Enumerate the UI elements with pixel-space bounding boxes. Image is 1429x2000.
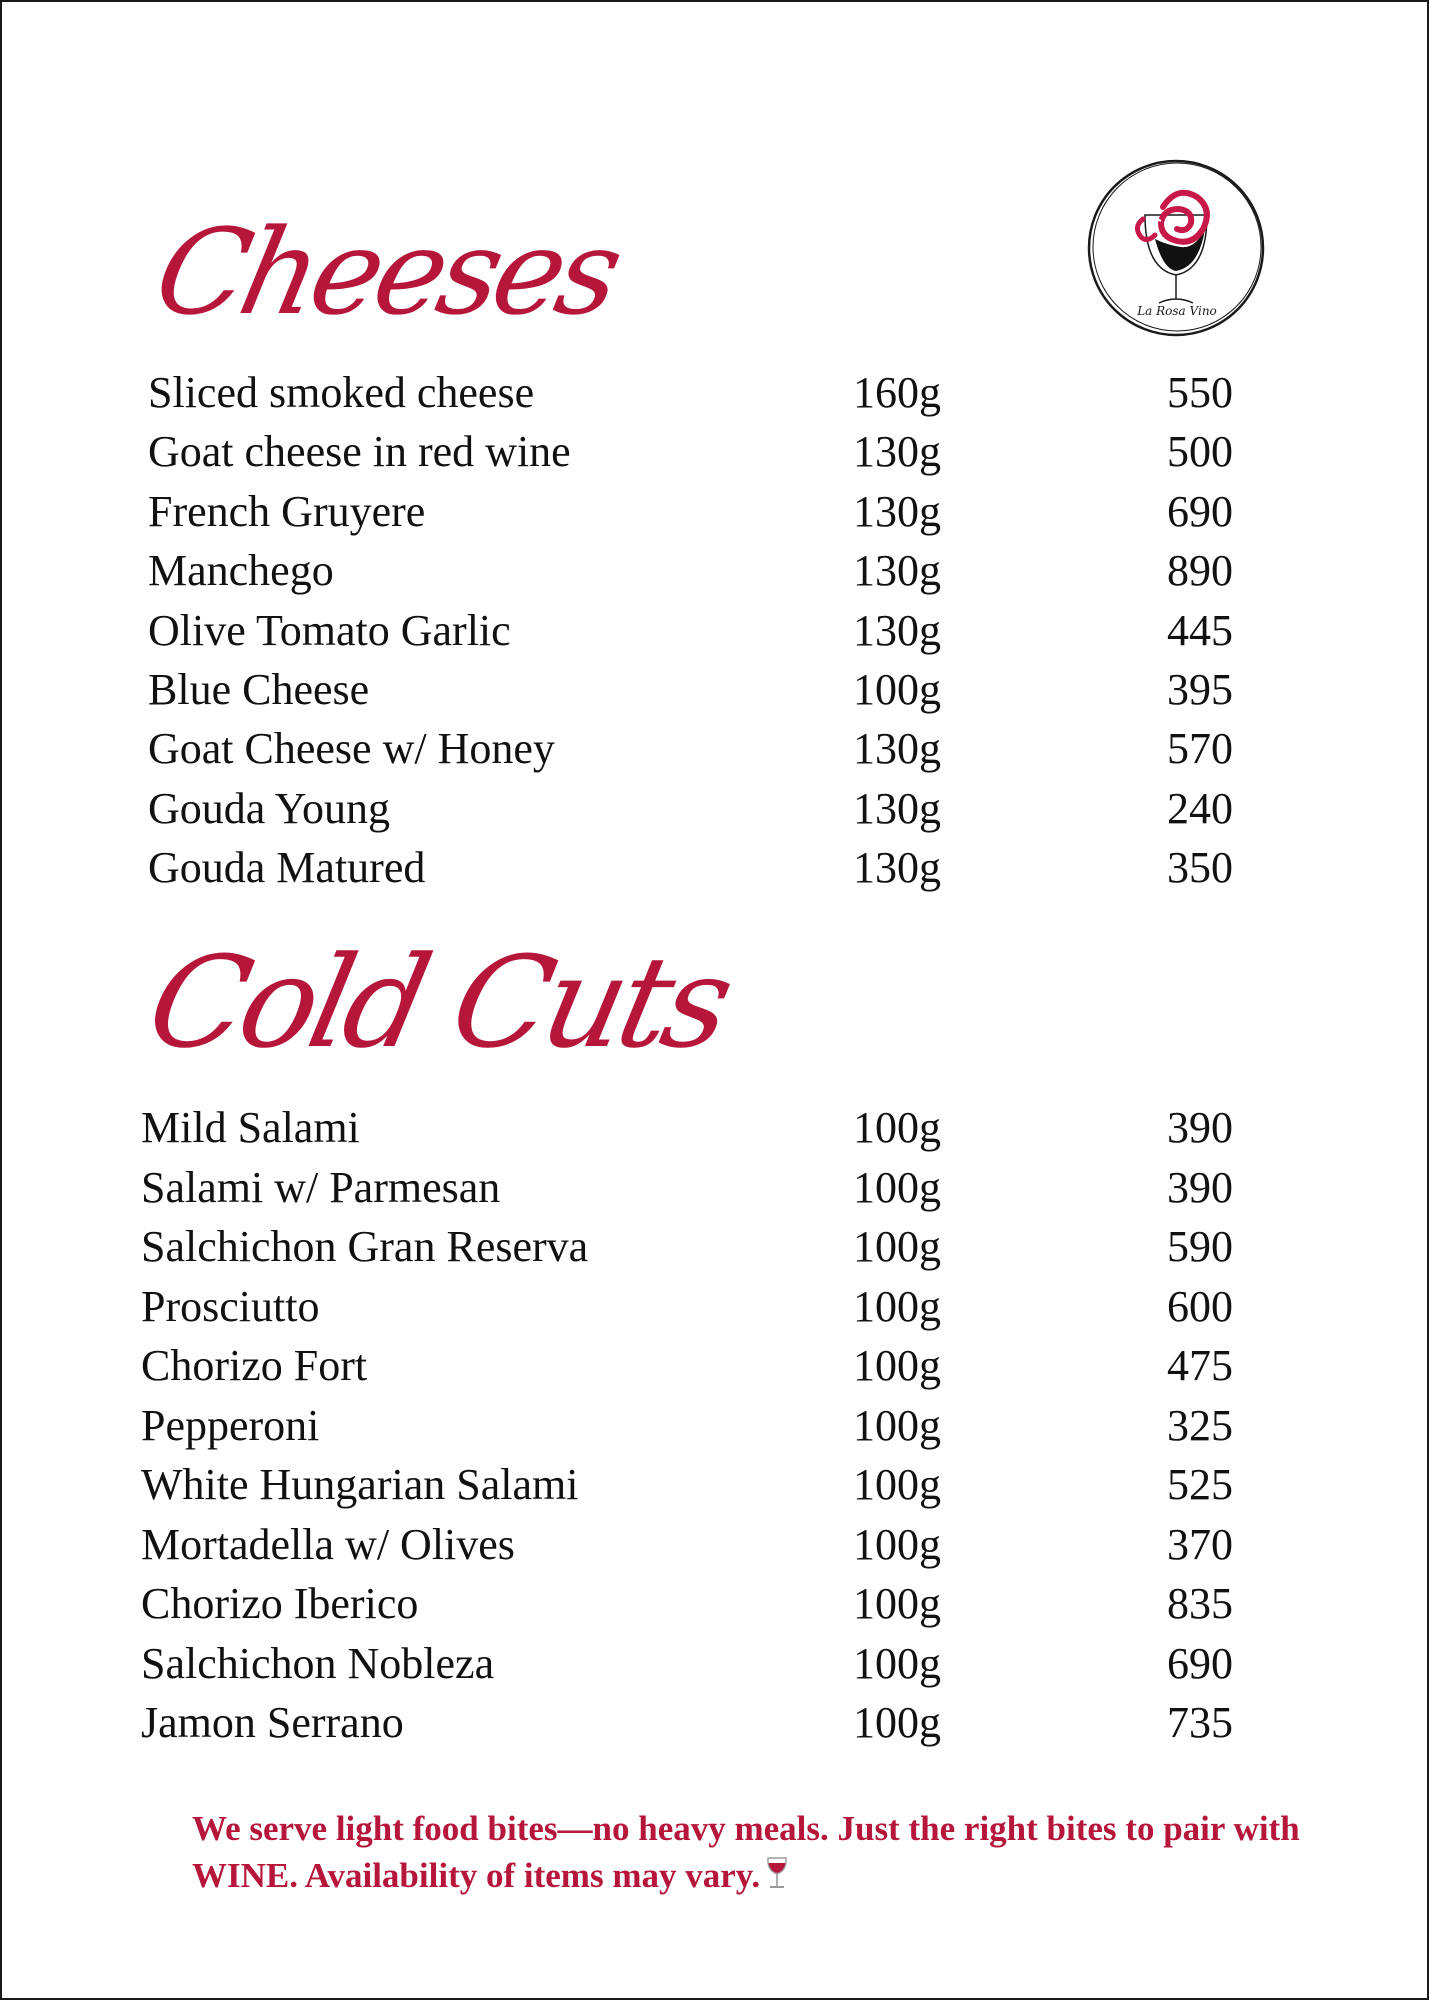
item-name: Salchichon Nobleza (141, 1638, 495, 1688)
item-weight: 130g (853, 843, 941, 893)
item-price: 240 (1167, 783, 1233, 833)
list-item (2, 1396, 1429, 1456)
list-item (2, 541, 1429, 600)
item-price: 890 (1167, 546, 1233, 596)
item-price: 390 (1167, 1103, 1233, 1152)
item-price: 325 (1167, 1400, 1233, 1450)
item-weight: 100g (853, 1579, 941, 1628)
list-item (2, 779, 1429, 838)
list-item (2, 1455, 1429, 1515)
item-name: Mortadella w/ Olives (141, 1519, 515, 1569)
item-name: White Hungarian Salami (141, 1460, 579, 1509)
item-price: 500 (1167, 427, 1233, 477)
item-name: Olive Tomato Garlic (148, 605, 511, 655)
list-item (2, 422, 1429, 481)
item-price: 525 (1167, 1460, 1233, 1509)
list-item (2, 1277, 1429, 1337)
item-price: 395 (1167, 664, 1233, 714)
item-name: Gouda Matured (148, 843, 426, 893)
item-weight: 160g (853, 368, 941, 417)
item-name: Blue Cheese (148, 664, 370, 714)
la-rosa-vino-logo (1085, 157, 1267, 339)
item-price: 390 (1167, 1162, 1233, 1212)
footer-note (192, 1805, 1342, 1899)
list-item (2, 1098, 1429, 1158)
item-price: 570 (1167, 724, 1233, 774)
item-name: Goat cheese in red wine (148, 427, 571, 477)
item-name: French Gruyere (148, 486, 426, 536)
item-weight: 100g (853, 1222, 941, 1271)
footer-note-text: We serve light food bites—no heavy meals. Just the right bites to pair with WINE. Availability of items may vary. (192, 1809, 1300, 1895)
item-price: 690 (1167, 486, 1233, 536)
item-price: 735 (1167, 1698, 1233, 1747)
item-weight: 100g (853, 1698, 941, 1747)
cold-cuts-heading: Cold Cuts (136, 929, 740, 1076)
cheeses-list (2, 363, 1429, 898)
item-price: 590 (1167, 1222, 1233, 1271)
item-weight: 100g (853, 1162, 941, 1212)
logo-text: La Rosa Vino (1137, 304, 1217, 318)
list-item (2, 719, 1429, 778)
item-price: 550 (1167, 368, 1233, 417)
item-name: Chorizo Fort (141, 1341, 368, 1390)
item-price: 600 (1167, 1281, 1233, 1331)
list-item (2, 1693, 1429, 1753)
item-weight: 130g (853, 486, 941, 536)
item-weight: 130g (853, 546, 941, 596)
item-weight: 100g (853, 1281, 941, 1331)
list-item (2, 363, 1429, 422)
item-name: Manchego (148, 546, 334, 596)
item-name: Gouda Young (148, 783, 391, 833)
item-name: Mild Salami (141, 1103, 360, 1152)
item-weight: 100g (853, 1341, 941, 1390)
item-weight: 130g (853, 427, 941, 477)
item-price: 445 (1167, 605, 1233, 655)
item-weight: 100g (853, 1519, 941, 1569)
item-name: Salami w/ Parmesan (141, 1162, 501, 1212)
list-item (2, 1336, 1429, 1396)
wine-glass-icon (764, 1855, 790, 1891)
item-price: 370 (1167, 1519, 1233, 1569)
item-price: 690 (1167, 1638, 1233, 1688)
cold-cuts-list (2, 1098, 1429, 1753)
logo-emblem (1085, 157, 1267, 339)
item-price: 835 (1167, 1579, 1233, 1628)
item-name: Jamon Serrano (141, 1698, 404, 1747)
item-name: Chorizo Iberico (141, 1579, 419, 1628)
list-item (2, 660, 1429, 719)
item-weight: 130g (853, 783, 941, 833)
item-weight: 100g (853, 1460, 941, 1509)
item-weight: 130g (853, 724, 941, 774)
item-name: Salchichon Gran Reserva (141, 1222, 589, 1271)
list-item (2, 601, 1429, 660)
item-weight: 130g (853, 605, 941, 655)
item-name: Pepperoni (141, 1400, 320, 1450)
item-name: Prosciutto (141, 1281, 320, 1331)
list-item (2, 1574, 1429, 1634)
list-item (2, 1515, 1429, 1575)
list-item (2, 1217, 1429, 1277)
item-name: Sliced smoked cheese (148, 368, 535, 417)
list-item (2, 838, 1429, 897)
item-name: Goat Cheese w/ Honey (148, 724, 555, 774)
item-price: 475 (1167, 1341, 1233, 1390)
list-item (2, 1158, 1429, 1218)
item-price: 350 (1167, 843, 1233, 893)
list-item (2, 482, 1429, 541)
item-weight: 100g (853, 664, 941, 714)
item-weight: 100g (853, 1400, 941, 1450)
cheeses-heading: Cheeses (144, 203, 629, 341)
item-weight: 100g (853, 1638, 941, 1688)
list-item (2, 1634, 1429, 1694)
item-weight: 100g (853, 1103, 941, 1152)
